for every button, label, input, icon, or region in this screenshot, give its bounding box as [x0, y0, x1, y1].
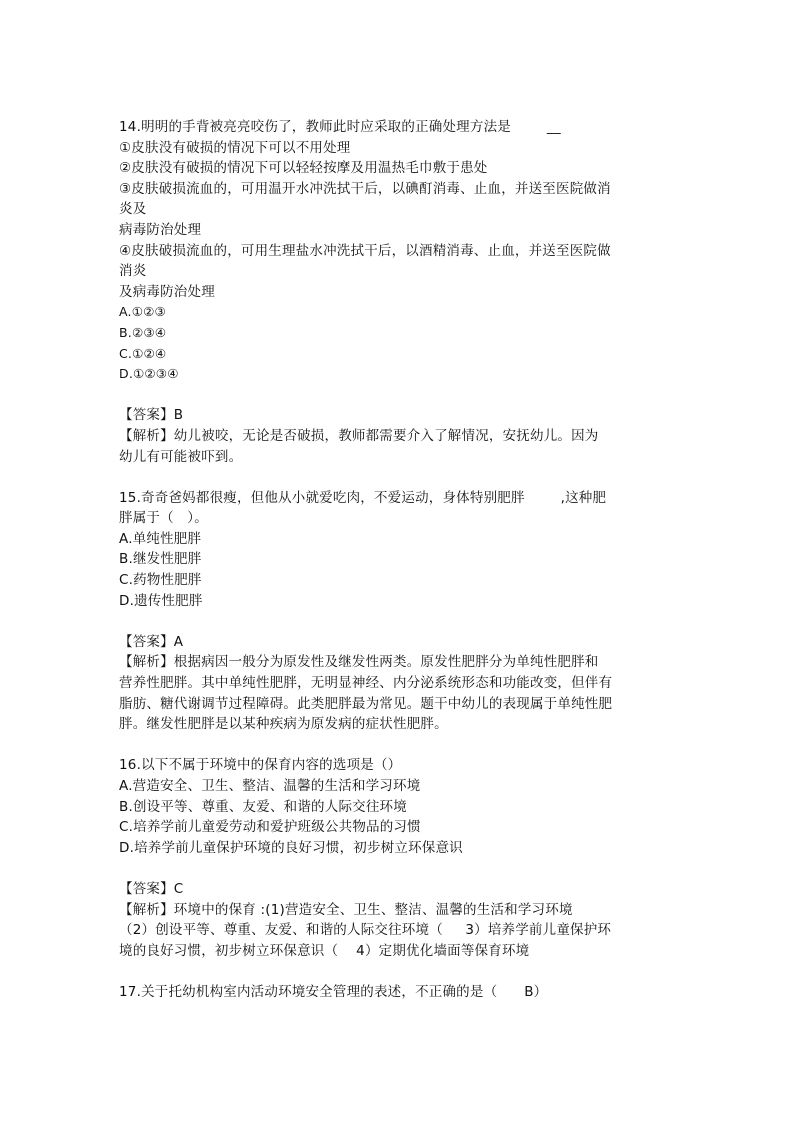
question-stem-line: ③皮肤破损流血的，可用温开水冲洗拭干后，以碘酊消毒、止血，并送至医院做消 — [119, 180, 611, 197]
option-d: D.遗传性肥胖 — [119, 592, 203, 609]
option-a: A.营造安全、卫生、整洁、温馨的生活和学习环境 — [119, 778, 421, 794]
option-b: B.创设平等、尊重、友爱、和谐的人际交往环境 — [119, 798, 407, 815]
option-b: B.②③④ — [119, 324, 167, 340]
option-d: D.①②③④ — [119, 366, 179, 382]
option-d: D.培养学前儿童保护环境的良好习惯，初步树立环保意识 — [119, 839, 463, 856]
question-stem-line: 胖属于（ ）。 — [119, 510, 208, 527]
answer-label: 【答案】A — [119, 633, 184, 650]
answer-label: 【答案】B — [119, 407, 184, 424]
option-c: C.培养学前儿童爱劳动和爱护班级公共物品的习惯 — [119, 819, 421, 836]
spacer — [119, 467, 679, 488]
analysis-line: 脂肪、糖代谢调节过程障碍。此类肥胖最为常见。题干中幼儿的表现属于单纯性肥 — [119, 695, 613, 712]
option-b: B.继发性肥胖 — [119, 551, 202, 568]
question-14 — [119, 117, 679, 467]
option-c: C.①②④ — [119, 345, 167, 361]
question-stem-line: 及病毒防治处理 — [119, 283, 215, 300]
question-stem-line: ②皮肤没有破损的情况下可以轻轻按摩及用温热毛巾敷于患处 — [119, 160, 488, 177]
question-stem-line: ④皮肤破损流血的，可用生理盐水冲洗拭干后，以酒精消毒、止血，并送至医院做 — [119, 242, 611, 259]
question-16 — [119, 755, 679, 961]
answer-label: 【答案】C — [119, 880, 184, 897]
analysis-line: 境的良好习惯，初步树立环保意识（ 4）定期优化墙面等保育环境 — [119, 942, 530, 959]
question-stem-line: 16.以下不属于环境中的保育内容的选项是（） — [119, 757, 402, 774]
spacer — [119, 735, 679, 756]
analysis-line: 胖。继发性肥胖是以某种疾病为原发病的症状性肥胖。 — [119, 716, 448, 733]
question-stem-line: 炎及 — [119, 201, 147, 218]
analysis-line: 幼儿有可能被吓到。 — [119, 448, 243, 465]
spacer — [119, 611, 679, 632]
question-stem-line: 15.奇奇爸妈都很瘦，但他从小就爱吃肉，不爱运动，身体特别肥胖 ,这种肥 — [119, 489, 607, 506]
analysis-line: 【解析】幼儿被咬，无论是否破损，教师都需要介入了解情况，安抚幼儿。因为 — [119, 427, 599, 444]
option-a: A.单纯性肥胖 — [119, 530, 202, 547]
question-stem-line: 病毒防治处理 — [119, 221, 202, 238]
analysis-line: （2）创设平等、尊重、友爱、和谐的人际交往环境（ 3）培养学前儿童保护环 — [119, 922, 612, 939]
option-c: C.药物性肥胖 — [119, 572, 202, 589]
spacer — [119, 858, 679, 879]
analysis-line: 【解析】环境中的保育 :(1)营造安全、卫生、整洁、温馨的生活和学习环境 — [119, 901, 573, 918]
question-17-stem: 17.关于托幼机构室内活动环境安全管理的表述，不正确的是（ B） — [119, 983, 548, 1000]
question-stem-line: 消炎 — [119, 263, 147, 280]
analysis-line: 【解析】根据病因一般分为原发性及继发性两类。原发性肥胖分为单纯性肥胖和 — [119, 654, 599, 671]
spacer — [119, 961, 679, 982]
option-a: A.①②③ — [119, 304, 166, 320]
analysis-line: 营养性肥胖。其中单纯性肥胖，无明显神经、内分泌系统形态和功能改变，但伴有 — [119, 675, 613, 692]
spacer — [119, 385, 679, 406]
question-stem-line: ①皮肤没有破损的情况下可以不用处理 — [119, 139, 351, 156]
question-stem-line: 14.明明的手背被亮亮咬伤了，教师此时应采取的正确处理方法是 __ — [119, 119, 561, 135]
document-page — [119, 117, 679, 1003]
question-15 — [119, 488, 679, 735]
